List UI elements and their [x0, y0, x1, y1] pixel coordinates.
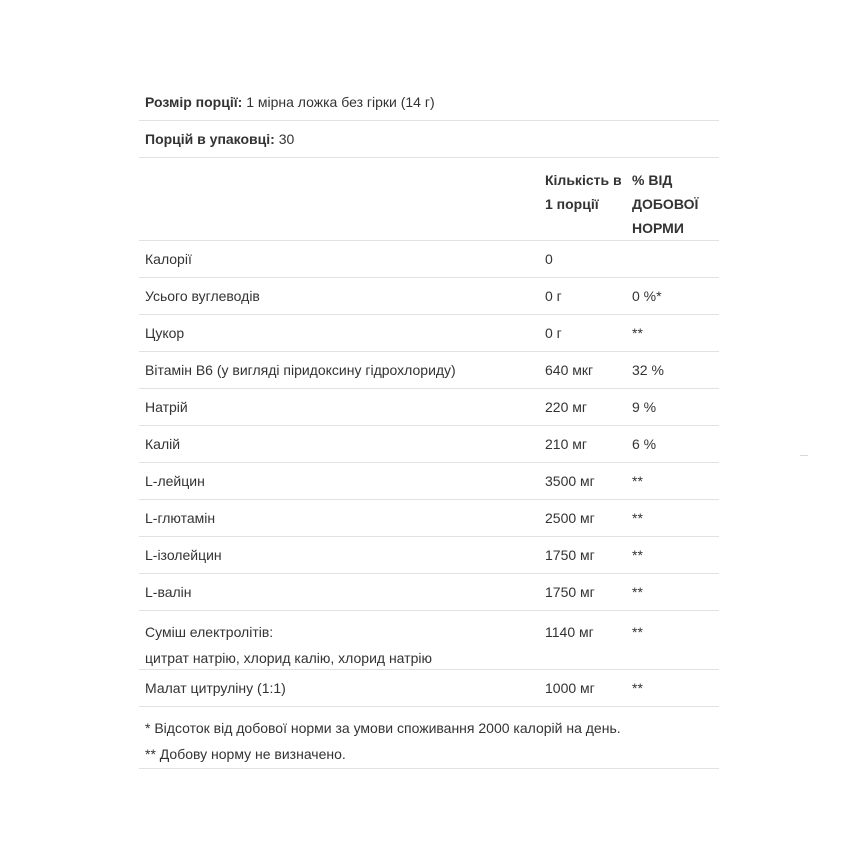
serving-size-value: 1 мірна ложка без гірки (14 г) — [242, 94, 435, 110]
divider-fragment — [800, 455, 808, 456]
nutrient-name: Натрій — [145, 399, 188, 415]
nutrient-name: Суміш електролітів: — [145, 624, 274, 640]
nutrient-daily-value: ** — [632, 547, 643, 563]
nutrient-name: Калій — [145, 436, 181, 452]
footnote-daily-value: * Відсоток від добової норми за умови споживання 2000 калорій на день. — [145, 720, 621, 736]
footnotes — [139, 707, 719, 769]
table-row — [139, 500, 719, 537]
nutrient-name: Усього вуглеводів — [145, 288, 260, 304]
nutrient-name: L-валін — [145, 584, 192, 600]
table-row — [139, 278, 719, 315]
table-row — [139, 611, 719, 670]
servings-per-container-row — [139, 121, 719, 158]
table-row — [139, 241, 719, 278]
table-row — [139, 315, 719, 352]
serving-size-label: Розмір порції: — [145, 94, 243, 110]
nutrient-daily-value: ** — [632, 473, 643, 489]
servings-per-container-value: 30 — [274, 131, 295, 147]
nutrient-amount: 640 мкг — [545, 362, 594, 378]
table-row — [139, 670, 719, 707]
header-daily-value: % ВІД ДОБОВОЇ НОРМИ — [632, 172, 699, 236]
nutrient-amount: 0 г — [545, 288, 562, 304]
nutrient-amount: 210 мг — [545, 436, 587, 452]
nutrient-name: Малат цитруліну (1:1) — [145, 680, 286, 696]
nutrient-name: Вітамін B6 (у вигляді піридоксину гідрохлориду) — [145, 362, 456, 378]
nutrient-name-multiline — [139, 619, 545, 671]
footnote-not-established: ** Добову норму не визначено. — [145, 746, 346, 762]
table-header-row — [139, 158, 719, 241]
header-amount: Кількість в 1 порції — [545, 172, 622, 212]
nutrient-name: Калорії — [145, 251, 192, 267]
table-row — [139, 352, 719, 389]
serving-size-row — [139, 84, 719, 121]
nutrient-subname: цитрат натрію, хлорид калію, хлорид натрію — [145, 650, 432, 666]
nutrient-amount: 0 г — [545, 325, 562, 341]
nutrient-daily-value: 0 %* — [632, 288, 662, 304]
nutrient-amount: 0 — [545, 251, 553, 267]
nutrient-name: L-глютамін — [145, 510, 216, 526]
table-row — [139, 426, 719, 463]
nutrient-amount: 1000 мг — [545, 680, 595, 696]
nutrient-daily-value: ** — [632, 624, 643, 640]
nutrient-amount: 1140 мг — [545, 624, 594, 640]
table-row — [139, 537, 719, 574]
nutrient-daily-value: ** — [632, 510, 643, 526]
nutrient-daily-value: 32 % — [632, 362, 664, 378]
nutrient-daily-value: ** — [632, 584, 643, 600]
nutrient-amount: 1750 мг — [545, 547, 595, 563]
supplement-facts-table — [139, 84, 719, 769]
nutrient-amount: 2500 мг — [545, 510, 595, 526]
table-row — [139, 574, 719, 611]
nutrient-daily-value: 6 % — [632, 436, 657, 452]
servings-per-container-label: Порцій в упаковці: — [145, 131, 275, 147]
table-row — [139, 463, 719, 500]
nutrient-amount: 3500 мг — [545, 473, 595, 489]
nutrient-amount: 220 мг — [545, 399, 587, 415]
nutrient-name: L-лейцин — [145, 473, 205, 489]
nutrient-daily-value: ** — [632, 680, 643, 696]
table-row — [139, 389, 719, 426]
nutrient-daily-value: ** — [632, 325, 643, 341]
nutrient-name: Цукор — [145, 325, 185, 341]
nutrient-name: L-ізолейцин — [145, 547, 222, 563]
nutrient-amount: 1750 мг — [545, 584, 595, 600]
nutrient-daily-value: 9 % — [632, 399, 657, 415]
